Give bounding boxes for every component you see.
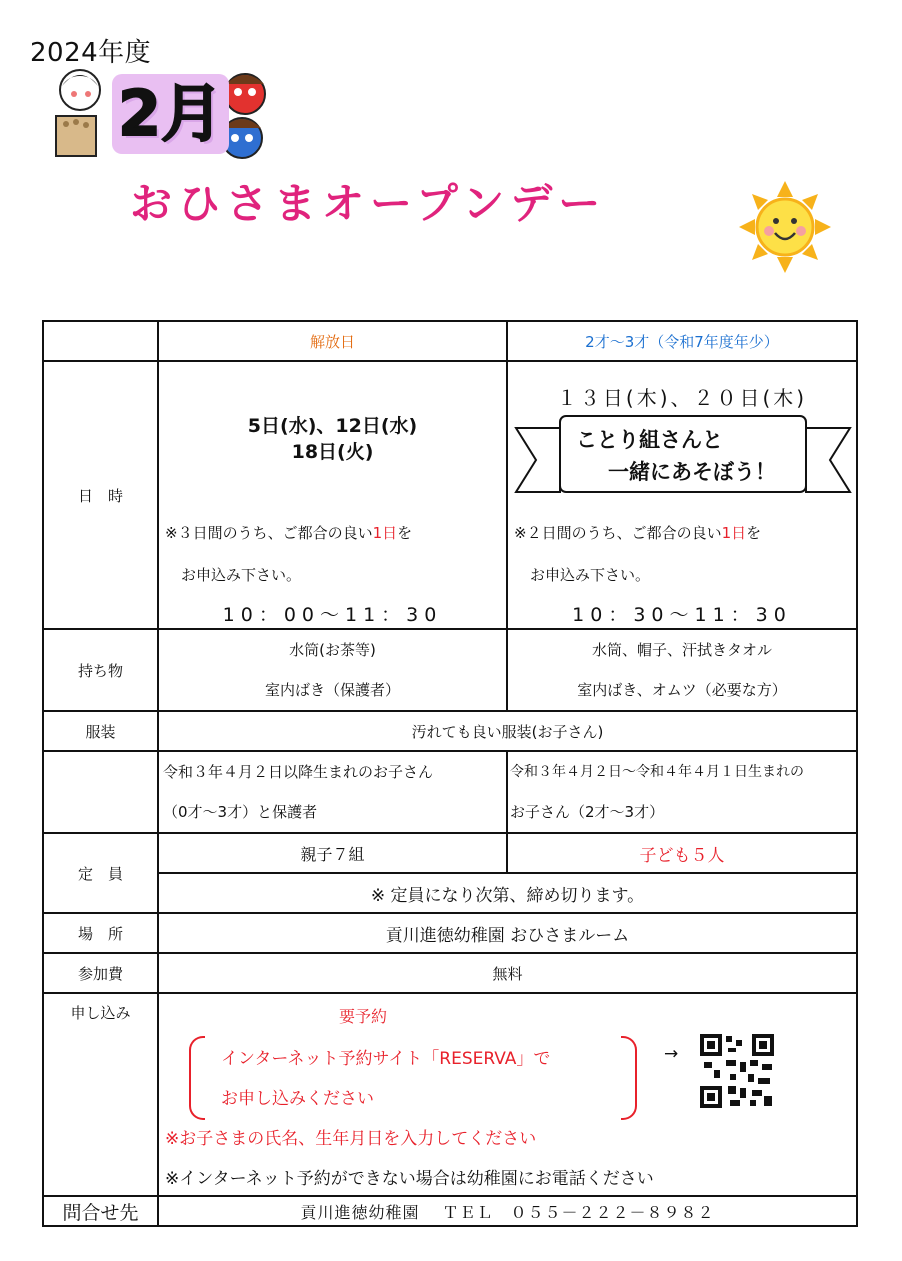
ribbon-line2: 一緒にあそぼう！	[608, 460, 776, 484]
clothing-label: 服装	[43, 711, 158, 751]
left-dates-line2: 18日(火)	[291, 441, 374, 463]
fee-row	[43, 953, 857, 993]
datetime-row	[43, 361, 857, 629]
event-title: おひさまオープンデー	[130, 179, 607, 228]
event-title-banner	[130, 168, 750, 238]
eligibility-left-line1: 令和３年４月２日以降生まれのお子さん	[163, 763, 434, 781]
fee-value: 無料	[158, 953, 857, 993]
contact-label: 問合せ先	[43, 1196, 158, 1226]
apply-required: 要予約	[339, 1007, 388, 1026]
header-row	[43, 321, 857, 361]
right-note	[514, 522, 761, 543]
capacity-row-2	[43, 873, 857, 913]
eligibility-right-line1: 令和３年４月２日～令和４年４月１日生まれの	[510, 764, 804, 780]
belongings-left-line2: 室内ばき（保護者）	[264, 681, 400, 699]
right-note-highlight: 1日	[721, 524, 747, 542]
eligibility-right	[507, 751, 857, 833]
belongings-label: 持ち物	[43, 629, 158, 711]
datetime-label: 日 時	[43, 361, 158, 629]
belongings-right-line1: 水筒、帽子、汗拭きタオル	[591, 641, 772, 659]
col-header-open-day: 解放日	[158, 321, 507, 361]
belongings-left	[158, 629, 507, 711]
eligibility-left	[158, 751, 507, 833]
left-dates-line1: 5日(水)、12日(水)	[247, 415, 418, 437]
apply-note1: ※お子さまの氏名、生年月日を入力してください	[165, 1129, 537, 1149]
place-value: 貢川進徳幼稚園 おひさまルーム	[158, 913, 857, 953]
col-header-age-group: 2才～3才（令和7年度年少）	[507, 321, 857, 361]
month-title: 2月	[112, 74, 229, 154]
month-header	[52, 68, 267, 163]
bracket-left	[189, 1036, 205, 1120]
place-row	[43, 913, 857, 953]
apply-label: 申し込み	[43, 993, 158, 1196]
apply-line2: お申し込みください	[221, 1089, 374, 1109]
capacity-label: 定 員	[43, 833, 158, 913]
capacity-note: ※ 定員になり次第、締め切ります。	[158, 873, 857, 913]
left-note-line2: お申込み下さい。	[181, 566, 302, 584]
corner-cell	[43, 321, 158, 361]
left-note-suffix: を	[397, 524, 413, 542]
capacity-row-1	[43, 833, 857, 873]
right-dates: １３日(木)、２０日(木)	[556, 386, 808, 410]
left-note-highlight: 1日	[372, 524, 398, 542]
place-label: 場 所	[43, 913, 158, 953]
ribbon-line1: ことり組さんと	[576, 428, 723, 452]
left-time: 10：00～11：30	[222, 604, 443, 626]
apply-cell	[158, 993, 857, 1196]
contact-row	[43, 1196, 857, 1226]
event-title-svg	[130, 168, 750, 238]
apply-arrow: →	[664, 1044, 679, 1064]
right-time: 10：30～11：30	[572, 604, 792, 626]
bracket-right	[621, 1036, 637, 1120]
right-note-suffix: を	[746, 524, 762, 542]
year-label: 2024年度	[30, 38, 152, 68]
qr-code-icon[interactable]	[700, 1034, 774, 1108]
clothing-value: 汚れても良い服装(お子さん)	[158, 711, 857, 751]
apply-row	[43, 993, 857, 1196]
belongings-row	[43, 629, 857, 711]
belongings-right-line2: 室内ばき、オムツ（必要な方）	[577, 681, 787, 699]
clothing-row	[43, 711, 857, 751]
right-note-line2: お申込み下さい。	[530, 566, 651, 584]
eligibility-right-line2: お子さん（2才～3才）	[510, 803, 665, 821]
apply-note2: ※インターネット予約ができない場合は幼稚園にお電話ください	[165, 1169, 654, 1189]
left-note	[165, 522, 412, 543]
eligibility-label-cell	[43, 751, 158, 833]
eligibility-left-line2: （0才～3才）と保護者	[163, 803, 318, 821]
contact-value: 貢川進徳幼稚園 ＴＥＬ ０５５－２２２－８９８２	[158, 1196, 857, 1226]
belongings-left-line1: 水筒(お茶等)	[289, 641, 376, 659]
belongings-right	[507, 629, 857, 711]
capacity-left: 親子７組	[158, 833, 507, 873]
right-note-prefix: ※２日間のうち、ご都合の良い	[514, 524, 722, 542]
datetime-right-cell	[507, 361, 857, 629]
sun-icon	[735, 180, 835, 275]
eligibility-row	[43, 751, 857, 833]
apply-line1: インターネット予約サイト「RESERVA」で	[221, 1049, 551, 1069]
info-table	[42, 320, 858, 1227]
capacity-right: 子ども５人	[507, 833, 857, 873]
fee-label: 参加費	[43, 953, 158, 993]
datetime-left-cell	[158, 361, 507, 629]
left-note-prefix: ※３日間のうち、ご都合の良い	[165, 524, 373, 542]
